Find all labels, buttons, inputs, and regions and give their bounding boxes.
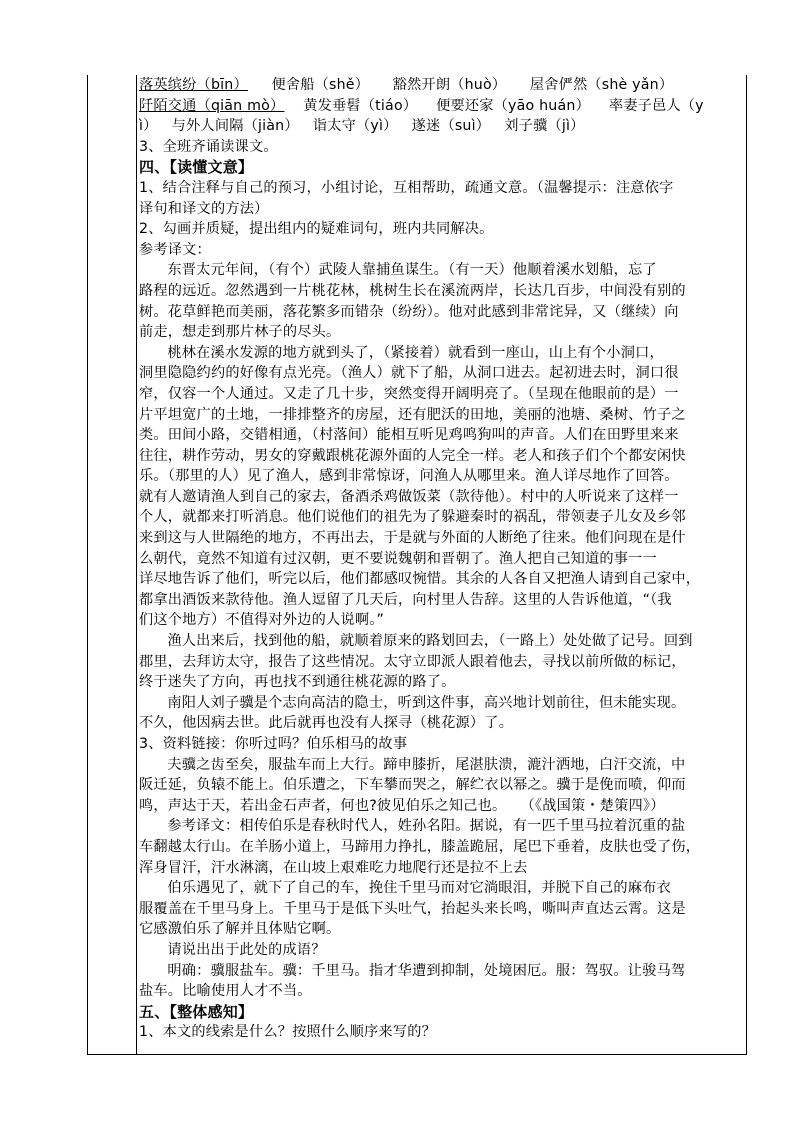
lesson-content xyxy=(139,75,745,1043)
text-line: 么朝代，竟然不知道有过汉朝，更不要说魏朝和晋朝了。渔人把自己知道的事一一 xyxy=(139,550,657,567)
text-line: 明确：骥服盐车。骥：千里马。指才华遭到抑制，处境困厄。服：驾驭。让骏马驾 xyxy=(167,962,686,979)
vocab-item: 便要还家（yāo huán） xyxy=(436,97,590,114)
vocab-row-3: ì） 与外人间隔（jiàn） 诣太守（yì） 遂迷（suì） 刘子骥（jì） xyxy=(139,118,585,135)
text-line: 它感激伯乐了解并且体贴它啊。 xyxy=(139,921,341,938)
vocab-row-1 xyxy=(139,75,745,96)
vocab-item: 屋舍俨然（shè yǎn） xyxy=(529,77,674,93)
text-line: 郡里，去拜访太守，报告了这些情况。太守立即派人跟着他去，寻找以前所做的标记， xyxy=(139,653,686,670)
text-line: 不久，他因病去世。此后就再也没有人探寻（桃花源）了。 xyxy=(139,715,514,732)
vocab-item: 豁然开朗（huò） xyxy=(392,77,507,93)
translation-paragraph-2 xyxy=(139,343,745,631)
text-line: 参考译文：相传伯乐是春秋时代人，姓孙名阳。据说，有一匹千里马拉着沉重的盐 xyxy=(167,818,686,835)
text-line: 详尽地告诉了他们，听完以后，他们都感叹惋惜。其余的人各自又把渔人请到自己家中， xyxy=(139,571,701,588)
resource-link-title: 3、资料链接：你听过吗？伯乐相马的故事 xyxy=(139,736,408,752)
section-4-item-1-cont: 译句和译文的方法） xyxy=(139,200,269,217)
excerpt-translation xyxy=(139,816,745,878)
translation-paragraph-3 xyxy=(139,631,745,693)
left-column xyxy=(88,75,137,1054)
idiom-answer xyxy=(139,961,745,1002)
excerpt-translation-2 xyxy=(139,878,745,940)
translation-paragraph-4 xyxy=(139,693,745,734)
text-line: 伯乐遇见了，就下了自己的车，挽住千里马而对它淌眼泪，并脱下自己的麻布衣 xyxy=(167,880,671,897)
vocab-row-2 xyxy=(139,96,745,117)
translation-paragraph-1 xyxy=(139,260,745,342)
text-line: 往往，耕作劳动，男女的穿戴跟桃花源外面的人完全一样。老人和孩子们个个都安闲快 xyxy=(139,447,686,464)
text-line: 夫骥之齿至矣，服盐车而上大行。蹄申膝折，尾湛肤溃，漉汁洒地，白汗交流，中 xyxy=(167,756,686,773)
classical-excerpt xyxy=(139,755,745,817)
text-line: 路程的远近。忽然遇到一片桃花林，桃树生长在溪流两岸，长达几百步，中间没有别的 xyxy=(139,282,686,299)
section-4-title: 四、【读懂文意】 xyxy=(139,158,254,177)
text-line: 桃林在溪水发源的地方就到头了，（紧接着）就看到一座山，山上有个小洞口， xyxy=(167,344,664,361)
text-line: 阪迁延，负辕不能上。伯乐遭之，下车攀而哭之，解纻衣以幂之。骥于是俛而喷，仰而 xyxy=(139,777,686,794)
text-line: 终于迷失了方向，再也找不到通往桃花源的路了。 xyxy=(139,674,456,691)
text-line: 渔人出来后，找到他的船，就顺着原来的路划回去，（一路上）处处做了记号。回到 xyxy=(167,633,693,650)
section-5-item-1: 1、本文的线索是什么？按照什么顺序来写的？ xyxy=(139,1024,436,1041)
text-line: 片平坦宽广的土地，一排排整齐的房屋，还有肥沃的田地，美丽的池塘、桑树、竹子之 xyxy=(139,406,686,423)
text-line: 东晋太元年间，（有个）武陵人靠捕鱼谋生。（有一天）他顺着溪水划船，忘了 xyxy=(167,262,657,279)
text-line: 乐。（那里的人）见了渔人，感到非常惊讶，问渔人从哪里来。渔人详尽地作了回答。 xyxy=(139,468,679,485)
text-line: 树。花草鲜艳而美丽，落花繁多而错杂（纷纷）。他对此感到非常诧异，又（继续）向 xyxy=(139,303,679,320)
text-line: 都拿出酒饭来款待他。渔人逗留了几天后，向村里人告辞。这里的人告诉他道，“（我 xyxy=(139,591,672,608)
text-line: 窄，仅容一个人通过。又走了几十步，突然变得开阔明亮了。（呈现在他眼前的是）一 xyxy=(139,385,679,402)
vocab-item: 黄发垂髫（tiáo） xyxy=(303,97,418,114)
text-line: 个人，就都来打听消息。他们说他们的祖先为了躲避秦时的祸乱，带领妻子儿女及乡邻 xyxy=(139,509,686,526)
idiom-question: 请说出出于此处的成语？ xyxy=(167,941,326,958)
text-line: 浑身冒汗，汗水淋漓，在山坡上艰难吃力地爬行还是拉不上去 xyxy=(139,859,528,876)
text-line: 盐车。比喻使用人才不当。 xyxy=(139,983,312,1000)
reference-label: 参考译文： xyxy=(139,241,211,258)
text-line: 车翻越太行山。在羊肠小道上，马蹄用力挣扎，膝盖跪屈，尾巴下垂着，皮肤也受了伤， xyxy=(139,838,701,855)
text-line: 来到这与人世隔绝的地方，不再出去，于是就与外面的人断绝了往来。他们问现在是什 xyxy=(139,530,686,547)
vocab-item: 便舍船（shě） xyxy=(271,77,370,93)
section-4-item-2: 2、勾画并质疑，提出组内的疑难词句，班内共同解决。 xyxy=(139,221,494,238)
section-4-item-1: 1、结合注释与自己的预习，小组讨论，互相帮助，疏通文意。（温馨提示：注意依字 xyxy=(139,179,674,196)
lesson-table xyxy=(87,75,747,1055)
text-line: 类。田间小路，交错相通，（村落间）能相互听见鸡鸣狗叫的声音。人们在田野里来来 xyxy=(139,427,679,444)
vocab-item: 落英缤纷（bīn） xyxy=(139,77,248,93)
text-line: 服覆盖在千里马身上。千里马于是低下头吐气，抬起头来长鸣，嘶叫声直达云霄。这是 xyxy=(139,900,686,917)
text-line: 就有人邀请渔人到自己的家去，备酒杀鸡做饭菜（款待他）。村中的人听说来了这样一 xyxy=(139,488,679,505)
text-line: 前走，想走到那片林子的尽头。 xyxy=(139,324,341,341)
section-5-title: 五、【整体感知】 xyxy=(139,1002,254,1021)
read-aloud-item: 3、全班齐诵读课文。 xyxy=(139,138,278,155)
text-line: 洞里隐隐约约的好像有点光亮。（渔人）就下了船，从洞口进去。起初进去时，洞口很 xyxy=(139,365,679,382)
text-line: 鸣，声达于天，若出金石声者，何也?彼见伯乐之知己也。 （《战国策・楚策四》） xyxy=(139,797,665,814)
text-line: 南阳人刘子骥是个志向高洁的隐士，听到这件事，高兴地计划前往，但未能实现。 xyxy=(167,694,686,711)
text-line: 们这个地方）不值得对外边的人说啊。” xyxy=(139,612,385,629)
vocab-item: 率妻子邑人（y xyxy=(608,97,704,114)
vocab-item: 阡陌交通（qiān mò） xyxy=(139,97,285,114)
